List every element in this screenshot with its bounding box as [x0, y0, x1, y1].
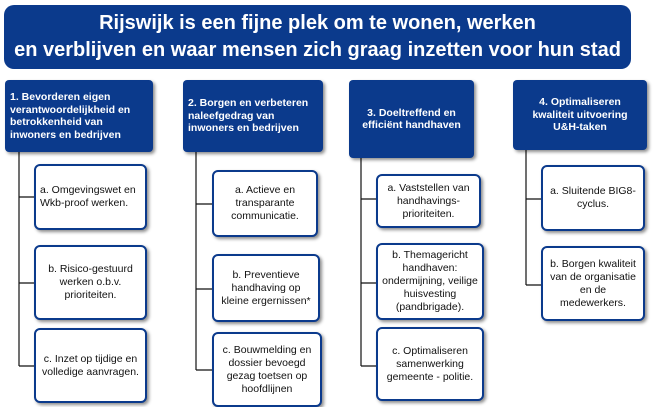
goal-2-header — [183, 80, 323, 152]
connector-col4 — [526, 150, 541, 285]
goal-2-item-b — [212, 254, 320, 322]
connector-col2 — [196, 150, 212, 370]
goal-3-item-a — [376, 174, 481, 228]
goal-1-item-c-text: c. Inzet op tijdige en volledige aanvragen. — [42, 352, 139, 378]
connector-col1 — [19, 150, 34, 366]
goal-2-item-b-text: b. Preventieve handhaving op kleine ergernissen* — [221, 268, 311, 307]
goal-4-item-a — [541, 165, 645, 231]
vision-banner — [4, 5, 631, 69]
goal-3-item-b-text: b. Themagericht handhaven: ondermijning, veilige huisvesting (pandbrigade). — [382, 249, 478, 313]
goal-1-header — [5, 80, 153, 152]
goal-1-header-text: 1. Bevorderen eigen verantwoordelijkheid en betrokkenheid van inwoners en bedrijven — [10, 91, 131, 141]
goal-1-item-c — [34, 328, 147, 403]
vision-line-2: en verblijven en waar mensen zich graag inzetten voor hun stad — [14, 39, 621, 61]
vision-line-1: Rijswijk is een fijne plek om te wonen, werken — [99, 12, 536, 34]
goal-3-header-text: 3. Doeltreffend en efficiënt handhaven — [362, 106, 461, 131]
goal-1-item-a-text: a. Omgevingswet en Wkb-proof werken. — [40, 184, 136, 209]
goal-3-item-c — [376, 327, 484, 401]
goal-4-item-b — [541, 246, 645, 321]
goal-3-header — [349, 80, 474, 158]
goal-2-item-a — [212, 170, 318, 237]
goal-3-item-b — [376, 243, 484, 320]
goal-1-item-a — [34, 164, 147, 230]
connector-col3 — [361, 157, 376, 366]
goal-4-header-text: 4. Optimaliseren kwaliteit uitvoering U&H-taken — [532, 96, 628, 134]
goal-1-item-b-text: b. Risico-gestuurd werken o.b.v. prioriteiten. — [48, 263, 133, 301]
goal-3-item-c-text: c. Optimaliseren samenwerking gemeente - politie. — [386, 344, 474, 383]
goal-2-item-c — [212, 332, 322, 407]
goal-2-header-text: 2. Borgen en verbeteren naleefgedrag van inwoners en bedrijven — [188, 97, 309, 135]
goal-1-item-b — [34, 245, 147, 320]
goal-4-item-a-text: a. Sluitende BIG8-cyclus. — [550, 185, 636, 210]
goal-4-item-b-text: b. Borgen kwaliteit van de organisatie en de medewerkers. — [550, 257, 636, 309]
goal-2-item-c-text: c. Bouwmelding en dossier bevoegd gezag toetsen op hoofdlijnen — [222, 343, 312, 395]
goal-4-header — [513, 80, 647, 150]
goal-3-item-a-text: a. Vaststellen van handhavings-prioriteiten. — [387, 181, 470, 220]
goal-2-item-a-text: a. Actieve en transparante communicatie. — [231, 184, 299, 222]
